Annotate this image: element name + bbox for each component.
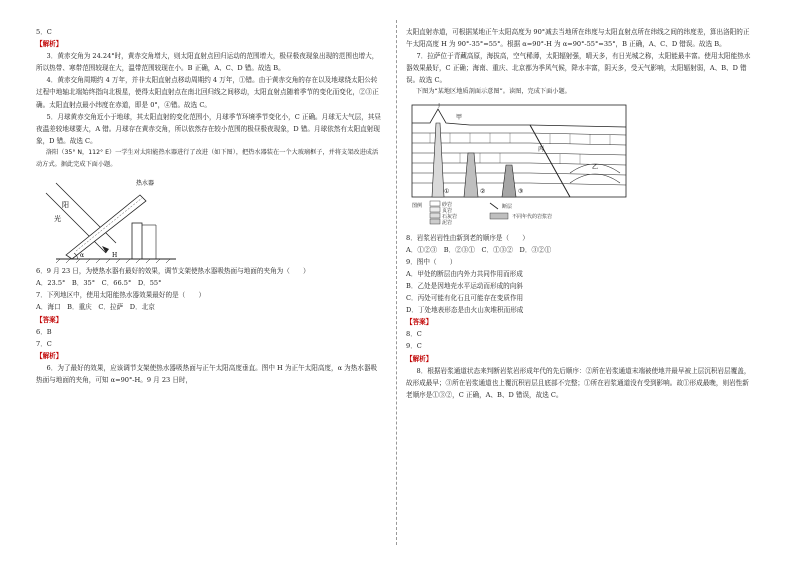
answer-9: 9．C [406, 342, 422, 351]
question-6: 6．9 月 23 日，为使热水器有最好的效果，调节支架使热水器吸热面与地面的夹角为（ ） [36, 267, 310, 276]
answer-tag-right: 【答案】 [406, 318, 433, 327]
answer-8: 8．C [406, 330, 422, 339]
ground-hatch [56, 259, 170, 263]
answer-7: 7．C [36, 339, 52, 348]
question-9: 9．图中（ ） [406, 257, 457, 266]
question-9-option-d: D．丁处地表形态是由火山灰堆积而形成 [406, 306, 524, 315]
geo-label-ding: 丁 [436, 102, 443, 109]
legend-magma-swatch [490, 213, 508, 219]
question-7: 7．下列地区中，使用太阳能热水器效果最好的是（ ） [36, 291, 206, 300]
legend-shale-swatch [430, 207, 440, 212]
legend-fault: 断层 [502, 203, 513, 210]
legend-mudstone-swatch [430, 219, 440, 224]
explanation-6-cont: 太阳直射赤道，可根据某地正午太阳高度为 90°减去当地所在纬度与太阳直射点所在纬线之间的纬度差，算出洛阳的正午太阳高度 H 为 90°-35°=55°。根据 α=90°-H 为 α=90°-55°=35°，B 正确，A、C、D 错误。故选 B。 [406, 28, 750, 49]
geo-label-1: ① [444, 187, 450, 195]
answer-5: 5．C [36, 28, 52, 36]
h-label: H [112, 252, 118, 260]
left-column [36, 26, 381, 386]
question-9-option-c: C．丙处可能有化石且可能存在变质作用 [406, 294, 524, 303]
support-post [132, 223, 142, 259]
question-9-option-b: B．乙处是因地壳水平运动而形成的向斜 [406, 281, 523, 290]
geologic-section-figure [410, 103, 630, 228]
geo-label-jia: 甲 [456, 113, 463, 121]
right-column [406, 26, 751, 401]
question-6-options: A．23.5° B．35° C．66.5° D．55° [36, 279, 162, 288]
answer-tag: 【答案】 [36, 315, 63, 324]
light-label: 光 [54, 215, 61, 224]
analysis-tag: 【解析】 [36, 40, 63, 49]
question-intro: 洛阳（35° N，112° E）一学生对太阳能热水器进行了改进（如下图），把热水器装在一个大玻璃框子，并将支架改进成活动方式。据此完成下面小题。 [36, 148, 379, 169]
legend-fault-swatch [490, 203, 498, 209]
explanation-8: 8．根据岩浆通道状态来判断岩浆岩形成年代的先后顺序：②所在岩浆通道末端被使地井最早被上层沉积岩层覆盖，故形成最早；③所在岩浆通道也上覆沉积岩层且底部不完整；①所在岩浆通道没有受到影响。故①形成最晚，则岩性新老顺序是①③②，C 正确，A、B、D 错误，故选 C。 [406, 366, 751, 399]
question-9-option-a: A．甲处的断层由内外力共同作用而形成 [406, 269, 523, 278]
geo-label-2: ② [480, 187, 486, 195]
legend-magma: 不同年代的岩浆岩 [512, 213, 553, 220]
heater-label: 热水器 [136, 180, 155, 188]
sun-ray-2 [56, 183, 116, 243]
analysis-tag-right: 【解析】 [406, 354, 433, 363]
explanation-7: 7．拉萨位于青藏高原，海拔高，空气稀薄，太阳辐射强，晴天多，有日光城之称，太阳能最丰富。使用太阳能热水器效果最好，C 正确；海南、重庆、北京都为季风气候，降水丰富，阴天多，受天气影响，太阳辐射弱，A、B、D 错误。故选 C。 [406, 52, 751, 85]
legend-shale: 页岩 [442, 207, 453, 214]
question-8: 8．岩浆岩岩性由新到老的顺序是（ ） [406, 233, 529, 242]
explanation-3: 3．黄赤交角为 24.24°时，黄赤交角增大，则太阳直射点回归运动的范围增大，极昼极夜现象出现的范围也增大，所以热带、寒带范围较现在大，温带范围较现在小。B 正确，A、C、D 错。故选 B。 [36, 52, 379, 73]
legend-sandstone-swatch [430, 201, 440, 206]
analysis-tag-2: 【解析】 [36, 351, 63, 360]
answer-6: 6．B [36, 327, 52, 336]
column-divider [396, 20, 397, 545]
geo-label-bing: 丙 [538, 145, 545, 153]
geo-label-yi: 乙 [592, 163, 599, 171]
legend-sandstone: 砂岩 [442, 201, 453, 208]
question-8-options: A．①②③ B．②③① C．①③② D．③②① [406, 245, 552, 254]
legend-limestone-swatch [430, 213, 440, 218]
sun-ray-1 [46, 193, 106, 253]
sun-label: 阳 [62, 201, 69, 210]
explanation-5: 5．月球黄赤交角近小于地球，其太阳直射的变化范围小，月球季节环境季节变化小，C 正确。月球无大气层，其昼夜温差较地球要大，A 错。月球存在黄赤交角，所以依然存在较小范围的极昼极夜现象，D 错。月球依然有太阳直射现象，D 错。故选 C。 [36, 112, 381, 145]
geo-label-3: ③ [518, 187, 524, 195]
alpha-label: α [80, 252, 85, 260]
question-intro-2: 下图为“某地区地质剖面示意图”。读图，完成下面小题。 [415, 88, 571, 96]
explanation-6: 6．为了最好的效果，应该调节支架使热水器吸热面与正午太阳高度垂直。图中 H 为正午太阳高度，α 为热水器吸热面与地面的夹角，可知 α=90°-H。9 月 23 日时， [36, 363, 378, 384]
legend-title: 图例 [412, 202, 423, 209]
question-7-options: A．海口 B．重庆 C．拉萨 D．北京 [36, 303, 155, 312]
explanation-4: 4．黄赤交角周期约 4 万年，并非太阳直射点移动周期约 4 万年，①错。由于黄赤交角的存在以及地球绕太阳公转过程中地轴北端始终指向北极星，使得太阳直射点在南北回归线之间移动，太阳直射点随着季节的变化而变化，②③正确。太阳直射点最小纬度在赤道，即是 0°，④错。故选 C。 [36, 76, 379, 109]
legend-limestone: 石灰岩 [442, 213, 458, 220]
solar-heater-figure [36, 173, 196, 263]
legend-mudstone: 泥岩 [442, 219, 453, 226]
